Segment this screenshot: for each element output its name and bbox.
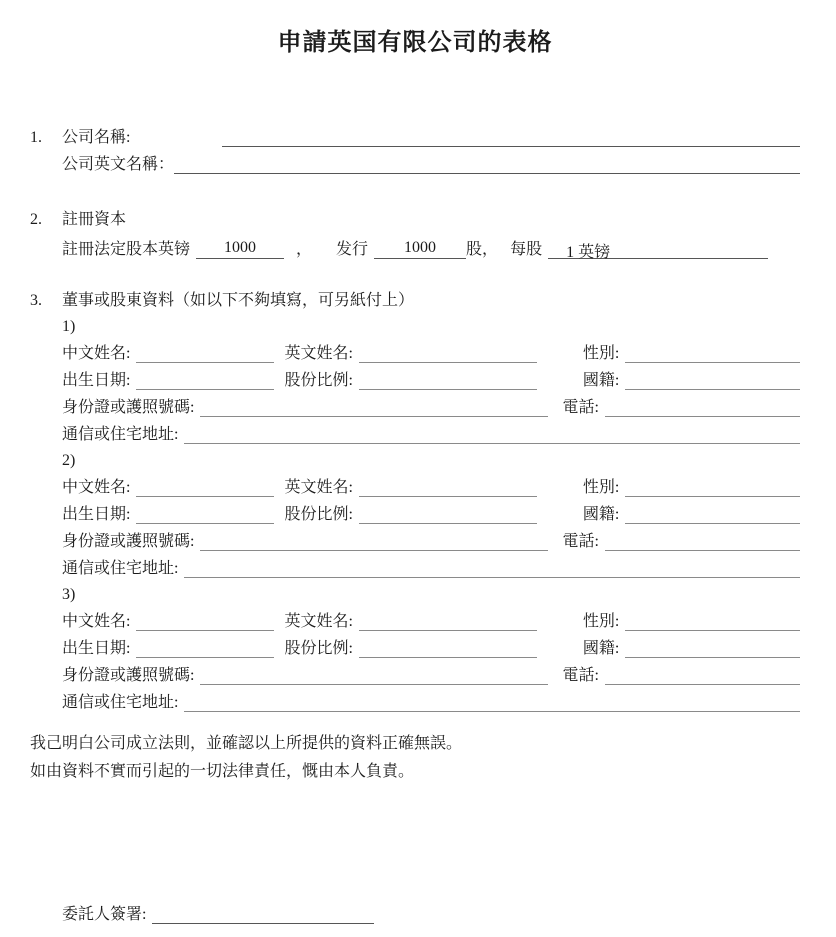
- address-label: 通信或住宅地址:: [62, 694, 179, 711]
- registered-capital-heading: 註冊資本: [62, 211, 127, 228]
- birth-date-label: 出生日期:: [62, 640, 131, 657]
- phone-field[interactable]: [605, 397, 800, 417]
- declaration-line-2: 如由資料不實而引起的一切法律責任，慨由本人負責。: [30, 763, 415, 780]
- nationality-label: 國籍:: [582, 640, 620, 657]
- company-en-name-field[interactable]: [174, 154, 800, 174]
- nationality-field[interactable]: [625, 370, 800, 390]
- section1-number: 1.: [30, 129, 42, 146]
- en-name-field[interactable]: [359, 611, 537, 631]
- section2-number: 2.: [30, 211, 42, 228]
- cn-name-field[interactable]: [136, 477, 274, 497]
- gender-label: 性別:: [582, 479, 620, 496]
- person-block-3-label: 3): [62, 586, 76, 603]
- cn-name-field[interactable]: [136, 343, 274, 363]
- en-name-label: 英文姓名:: [284, 479, 353, 496]
- phone-label: 電話:: [562, 533, 599, 550]
- en-name-field[interactable]: [359, 343, 537, 363]
- id-passport-field[interactable]: [200, 397, 548, 417]
- birth-date-field[interactable]: [136, 638, 274, 658]
- person-block-2-label: 2): [62, 452, 76, 469]
- section-registered-capital: [30, 204, 800, 261]
- phone-label: 電話:: [562, 667, 599, 684]
- id-passport-field[interactable]: [200, 531, 548, 551]
- gender-label: 性別:: [582, 345, 620, 362]
- per-share-label: 每股: [510, 241, 543, 258]
- gender-field[interactable]: [625, 477, 800, 497]
- id-passport-field[interactable]: [200, 665, 548, 685]
- en-name-field[interactable]: [359, 477, 537, 497]
- birth-date-field[interactable]: [136, 370, 274, 390]
- address-label: 通信或住宅地址:: [62, 426, 179, 443]
- comma-separator: ，: [296, 241, 313, 258]
- section3-number: 3.: [30, 292, 42, 309]
- birth-date-field[interactable]: [136, 504, 274, 524]
- section-directors-shareholders: [30, 285, 800, 714]
- shares-suffix-label: 股，: [466, 241, 499, 258]
- nationality-label: 國籍:: [582, 372, 620, 389]
- address-field[interactable]: [184, 692, 800, 712]
- en-name-label: 英文姓名:: [284, 345, 353, 362]
- id-passport-label: 身份證或護照號碼:: [62, 667, 195, 684]
- gender-label: 性別:: [582, 613, 620, 630]
- declaration-line-1: 我己明白公司成立法則，並確認以上所提供的資料正確無誤。: [30, 735, 463, 752]
- cn-name-label: 中文姓名:: [62, 479, 131, 496]
- person-block-3: [30, 580, 800, 714]
- section-company-name: [30, 122, 800, 176]
- address-field[interactable]: [184, 424, 800, 444]
- cn-name-field[interactable]: [136, 611, 274, 631]
- signature-field[interactable]: [152, 904, 374, 924]
- phone-field[interactable]: [605, 665, 800, 685]
- share-ratio-field[interactable]: [359, 370, 537, 390]
- signature-label: 委託人簽署:: [62, 906, 147, 923]
- id-passport-label: 身份證或護照號碼:: [62, 399, 195, 416]
- signature-row: [62, 896, 800, 926]
- company-name-field[interactable]: [222, 127, 800, 147]
- company-en-name-label: 公司英文名稱：: [62, 156, 175, 173]
- authorized-capital-label: 註冊法定股本英镑: [62, 241, 191, 258]
- issued-shares-field[interactable]: 1000: [374, 239, 466, 259]
- person-block-1-label: 1): [62, 318, 76, 335]
- gender-field[interactable]: [625, 611, 800, 631]
- share-ratio-label: 股份比例:: [284, 372, 353, 389]
- share-ratio-label: 股份比例:: [284, 640, 353, 657]
- nationality-field[interactable]: [625, 638, 800, 658]
- nationality-label: 國籍:: [582, 506, 620, 523]
- gender-field[interactable]: [625, 343, 800, 363]
- cn-name-label: 中文姓名:: [62, 613, 131, 630]
- directors-heading: 董事或股東資料（如以下不夠填寫，可另紙付上）: [62, 292, 415, 309]
- nationality-field[interactable]: [625, 504, 800, 524]
- address-field[interactable]: [184, 558, 800, 578]
- share-ratio-field[interactable]: [359, 638, 537, 658]
- person-block-1: [30, 312, 800, 446]
- form-title: 申請英国有限公司的表格: [277, 30, 553, 56]
- address-label: 通信或住宅地址:: [62, 560, 179, 577]
- company-name-label: 公司名稱:: [62, 129, 131, 146]
- phone-label: 電話:: [562, 399, 599, 416]
- cn-name-label: 中文姓名:: [62, 345, 131, 362]
- person-block-2: [30, 446, 800, 580]
- en-name-label: 英文姓名:: [284, 613, 353, 630]
- share-ratio-field[interactable]: [359, 504, 537, 524]
- id-passport-label: 身份證或護照號碼:: [62, 533, 195, 550]
- birth-date-label: 出生日期:: [62, 372, 131, 389]
- issue-label: 发行: [336, 241, 369, 258]
- per-share-field[interactable]: 1 英镑: [548, 239, 768, 259]
- birth-date-label: 出生日期:: [62, 506, 131, 523]
- phone-field[interactable]: [605, 531, 800, 551]
- declaration: [30, 730, 800, 786]
- share-ratio-label: 股份比例:: [284, 506, 353, 523]
- authorized-capital-field[interactable]: 1000: [196, 239, 284, 259]
